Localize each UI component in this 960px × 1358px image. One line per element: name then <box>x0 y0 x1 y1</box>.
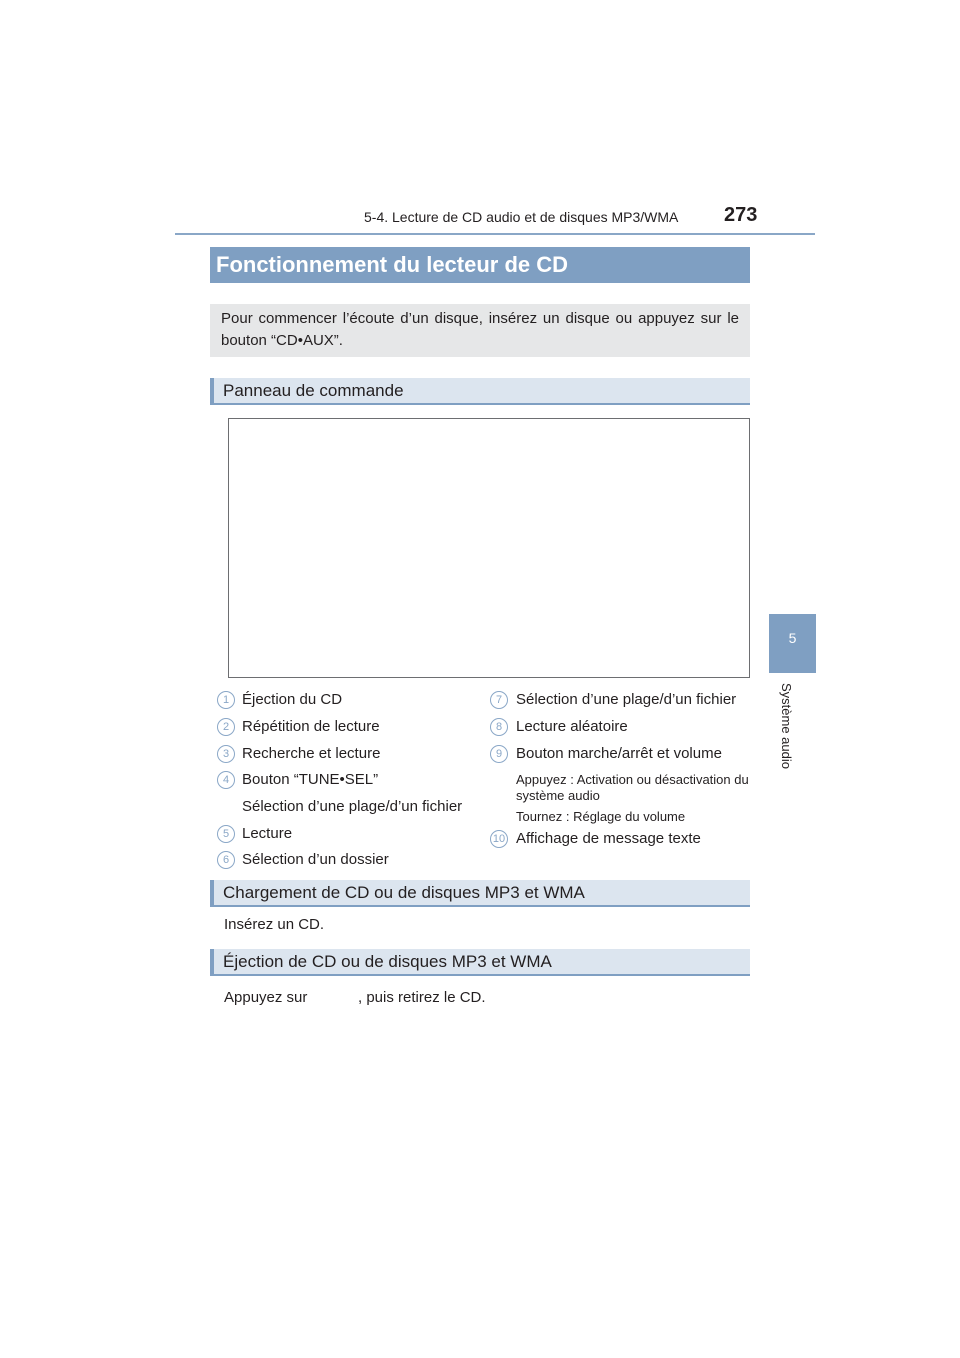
main-title: Fonctionnement du lecteur de CD <box>210 247 750 283</box>
legend-item-4: Bouton “TUNE•SEL” <box>242 771 379 788</box>
running-header-title: 5-4. Lecture de CD audio et de disques MP3/WMA <box>364 209 679 225</box>
legend-item-2: Répétition de lecture <box>242 718 380 735</box>
legend-item-9: Bouton marche/arrêt et volume <box>516 745 722 762</box>
intro-box <box>210 304 750 357</box>
ejecting-text-before: Appuyez sur <box>224 989 308 1006</box>
legend-item-3: Recherche et lecture <box>242 745 381 762</box>
section-header-ejecting: Éjection de CD ou de disques MP3 et WMA <box>210 949 750 976</box>
ejecting-text-after: , puis retirez le CD. <box>358 989 486 1006</box>
legend-number-3: 3 <box>217 745 235 763</box>
section-header-control-panel: Panneau de commande <box>210 378 750 405</box>
legend-item-6: Sélection d’un dossier <box>242 851 389 868</box>
legend-number-5: 5 <box>217 825 235 843</box>
legend-number-9: 9 <box>490 745 508 763</box>
legend-item-9-turn: Tournez : Réglage du volume <box>516 809 686 824</box>
legend-number-6: 6 <box>217 851 235 869</box>
legend-number-1: 1 <box>217 691 235 709</box>
legend-number-8: 8 <box>490 718 508 736</box>
header-rule <box>175 233 815 235</box>
legend-item-7: Sélection d’une plage/d’un fichier <box>516 691 737 708</box>
page-number: 273 <box>724 204 758 226</box>
chapter-tab <box>769 614 816 673</box>
legend-item-5: Lecture <box>242 825 293 842</box>
section-header-loading: Chargement de CD ou de disques MP3 et WMA <box>210 880 750 907</box>
legend-item-1: Éjection du CD <box>242 691 343 708</box>
chapter-number: 5 <box>788 630 797 646</box>
legend-number-4: 4 <box>217 771 235 789</box>
legend-number-10: 10 <box>490 830 508 848</box>
legend-item-8: Lecture aléatoire <box>516 718 628 735</box>
intro-text: Pour commencer l’écoute d’un disque, insérez un disque ou appuyez sur le bouton “CD•AUX”. <box>221 310 739 349</box>
loading-text: Insérez un CD. <box>224 916 325 933</box>
legend-number-7: 7 <box>490 691 508 709</box>
legend-item-9-press: Appuyez : Activation ou désactivation du système audio <box>516 772 749 803</box>
control-panel-figure <box>228 418 750 678</box>
legend-item-4-sub: Sélection d’une plage/d’un fichier <box>242 798 463 815</box>
chapter-label: Système audio <box>779 683 794 769</box>
legend-item-10: Affichage de message texte <box>516 830 701 847</box>
legend-number-2: 2 <box>217 718 235 736</box>
